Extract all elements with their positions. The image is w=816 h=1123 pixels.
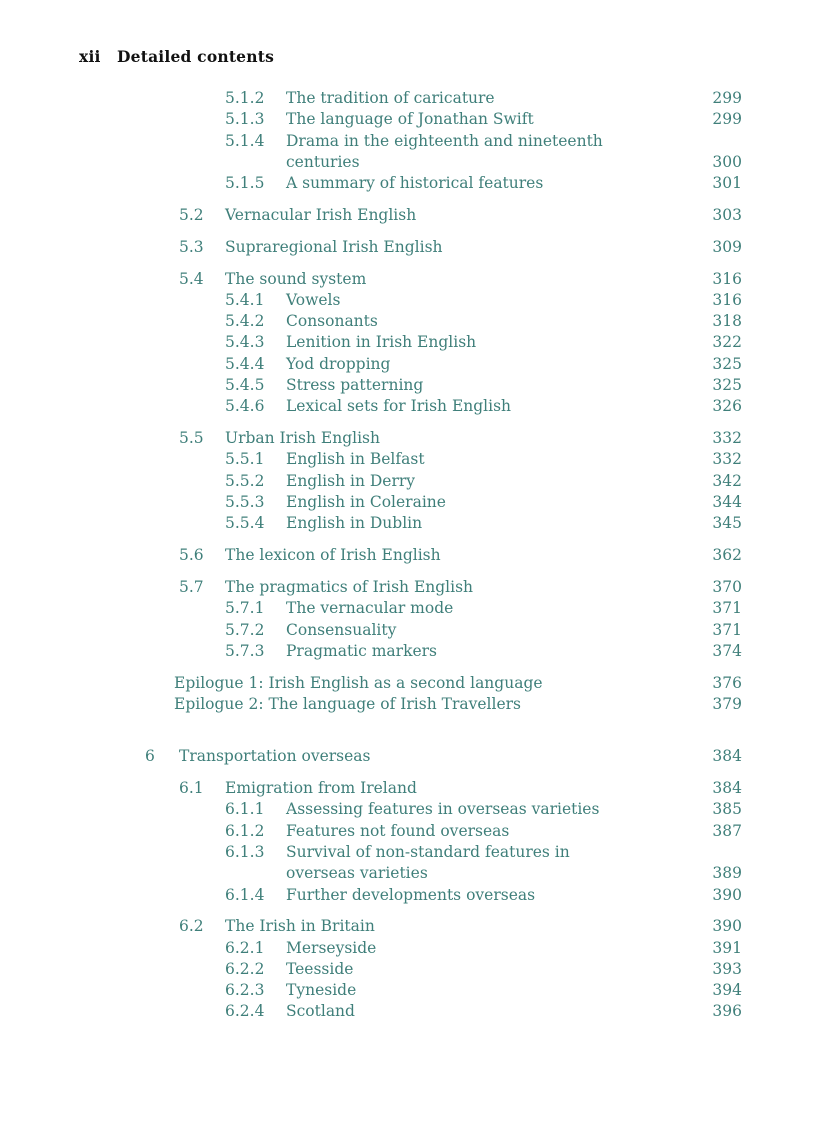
toc-entry-number: 5.3 (179, 237, 204, 256)
toc-entry-page: 396 (712, 1002, 742, 1021)
toc-entry-title: The language of Jonathan Swift (286, 110, 534, 129)
toc-entry (0, 641, 816, 662)
toc-entry-page: 325 (712, 376, 742, 395)
toc-entry-title: Further developments overseas (286, 885, 536, 904)
toc-entry (0, 428, 816, 449)
toc-entry-title: Teesside (286, 959, 354, 978)
toc-entry (0, 269, 816, 290)
toc-entry (0, 1001, 816, 1022)
toc-entry-title: English in Belfast (286, 450, 425, 469)
toc-entry (0, 673, 816, 694)
toc-entry-number: 5.4.6 (225, 397, 265, 416)
toc-entry-number: 6.2.2 (225, 959, 265, 978)
toc-entry (0, 694, 816, 715)
toc-entry-number: 5.6 (179, 546, 204, 565)
toc-entry (0, 492, 816, 513)
toc-entry-number: 5.7.2 (225, 620, 265, 639)
toc-entry-title: The tradition of caricature (286, 89, 495, 107)
toc-entry-number: 6.2 (179, 917, 204, 936)
toc-entry-number: 5.1.4 (225, 131, 265, 150)
toc-entry-page: 371 (712, 599, 742, 618)
toc-entry-page: 332 (712, 450, 742, 469)
toc-entry (0, 778, 816, 799)
toc-entry-page: 332 (712, 429, 742, 448)
toc-entry-page: 394 (712, 981, 742, 1000)
toc-entry-title: The pragmatics of Irish English (225, 577, 474, 596)
toc-entry-page: 301 (712, 174, 742, 193)
toc-entry-title: centuries (286, 152, 360, 171)
toc-entry (0, 842, 816, 863)
toc-entry (0, 290, 816, 311)
toc-entry-number: 5.4.3 (225, 333, 265, 352)
toc-entry-title: Urban Irish English (225, 429, 380, 448)
toc-entry-title: Pragmatic markers (286, 641, 438, 660)
toc-entry-page: 316 (712, 290, 742, 309)
toc-entry (0, 375, 816, 396)
toc-entry (0, 916, 816, 937)
toc-entry-title: overseas varieties (286, 864, 428, 883)
toc-entry-page: 371 (712, 620, 742, 639)
toc-entry-title: Consensuality (286, 620, 397, 639)
toc-entry (0, 577, 816, 598)
toc-entry-title: English in Dublin (286, 514, 423, 533)
toc-entry-number: 5.7.3 (225, 641, 265, 660)
toc-entry-title: Merseyside (286, 938, 377, 957)
toc-entry-title: Tyneside (286, 981, 357, 1000)
toc-entry-page: 391 (712, 938, 742, 957)
toc-entry-page: 342 (712, 471, 742, 490)
toc-entry (0, 332, 816, 353)
toc-entry-title: Scotland (286, 1002, 355, 1021)
toc-entry-page: 300 (712, 152, 742, 171)
toc-entry-number: 6.1.3 (225, 842, 265, 861)
toc-entry (0, 799, 816, 820)
toc-entry-number: 5.1.3 (225, 110, 265, 129)
toc-entry-page: 303 (712, 205, 742, 224)
toc-entry-page: 309 (712, 237, 742, 256)
toc-entry-title: Supraregional Irish English (225, 237, 443, 256)
toc-entry (0, 396, 816, 417)
toc-entry-page: 325 (712, 354, 742, 373)
toc-entry-title: Lexical sets for Irish English (286, 397, 512, 416)
toc-entry-number: 5.7 (179, 577, 204, 596)
toc-entry-page: 385 (712, 800, 742, 819)
toc-entry (0, 311, 816, 332)
toc-entry (0, 885, 816, 906)
toc-entry-page: 379 (712, 694, 742, 713)
toc-entry-number: 6.1.1 (225, 800, 265, 819)
toc-entry-page: 390 (712, 885, 742, 904)
toc-entry-number: 5.5.4 (225, 514, 265, 533)
toc-entry-number: 6.1.2 (225, 821, 265, 840)
toc-entry (0, 620, 816, 641)
toc-entry-number: 5.5.3 (225, 493, 265, 512)
table-of-contents (0, 88, 816, 1023)
toc-entry (0, 88, 816, 109)
toc-entry-title: Features not found overseas (286, 821, 510, 840)
toc-entry-number: 5.4.1 (225, 290, 265, 309)
toc-entry-number: 6.2.3 (225, 981, 265, 1000)
page-folio: xii (79, 47, 101, 66)
toc-entry-title: Assessing features in overseas varieties (286, 800, 600, 819)
toc-entry-page: 362 (712, 546, 742, 565)
toc-entry-title: English in Derry (286, 471, 416, 490)
toc-entry-title: Epilogue 1: Irish English as a second language (174, 673, 543, 692)
toc-entry (0, 545, 816, 566)
toc-entry-title: Stress patterning (286, 376, 424, 395)
toc-entry (0, 821, 816, 842)
toc-entry-number: 5.1.5 (225, 174, 265, 193)
toc-entry-page: 390 (712, 917, 742, 936)
toc-entry-title: Consonants (286, 312, 378, 331)
toc-entry (0, 598, 816, 619)
toc-entry-page: 384 (712, 779, 742, 798)
toc-entry-number: 5.4.2 (225, 312, 265, 331)
toc-entry-title: Vowels (286, 290, 341, 309)
toc-entry-page: 345 (712, 514, 742, 533)
toc-entry (0, 959, 816, 980)
toc-entry-title: The vernacular mode (286, 599, 454, 618)
toc-entry (0, 449, 816, 470)
toc-entry-page: 316 (712, 269, 742, 288)
toc-entry (0, 938, 816, 959)
running-head-title: Detailed contents (117, 47, 274, 66)
toc-entry (0, 746, 816, 767)
toc-entry-number: 6.1.4 (225, 885, 265, 904)
toc-entry (0, 152, 816, 173)
toc-entry (0, 471, 816, 492)
toc-entry-page: 387 (712, 821, 742, 840)
toc-entry-number: 5.5.2 (225, 471, 265, 490)
toc-entry-title: English in Coleraine (286, 493, 446, 512)
toc-entry-page: 318 (712, 312, 742, 331)
toc-entry (0, 354, 816, 375)
toc-entry-title: The lexicon of Irish English (225, 546, 441, 565)
toc-entry-page: 299 (712, 110, 742, 129)
toc-entry-title: Emigration from Ireland (225, 779, 417, 798)
toc-entry-page: 370 (712, 577, 742, 596)
toc-entry (0, 237, 816, 258)
toc-entry-title: Drama in the eighteenth and nineteenth (286, 131, 603, 150)
toc-entry-title: Lenition in Irish English (286, 333, 477, 352)
toc-entry-page: 389 (712, 864, 742, 883)
toc-entry-page: 384 (712, 747, 742, 766)
toc-entry-title: Survival of non-standard features in (286, 842, 570, 861)
toc-entry-number: 5.4.5 (225, 376, 265, 395)
toc-entry-page: 376 (712, 673, 742, 692)
toc-entry-title: Transportation overseas (179, 747, 371, 766)
toc-entry-title: A summary of historical features (286, 174, 544, 193)
toc-entry-number: 5.1.2 (225, 89, 265, 107)
toc-entry-number: 5.4 (179, 269, 204, 288)
toc-entry-number: 5.4.4 (225, 354, 265, 373)
toc-entry-number: 6 (145, 747, 155, 766)
toc-entry (0, 513, 816, 534)
toc-entry-title: The sound system (225, 269, 367, 288)
toc-entry-number: 5.5 (179, 429, 204, 448)
toc-entry (0, 980, 816, 1001)
toc-entry-page: 326 (712, 397, 742, 416)
toc-entry-title: The Irish in Britain (225, 917, 375, 936)
toc-entry-number: 6.1 (179, 779, 204, 798)
toc-entry (0, 131, 816, 152)
toc-entry (0, 109, 816, 130)
toc-entry-title: Vernacular Irish English (225, 205, 417, 224)
toc-entry-page: 393 (712, 959, 742, 978)
toc-entry-page: 374 (712, 641, 742, 660)
toc-entry-number: 5.5.1 (225, 450, 265, 469)
toc-entry-title: Epilogue 2: The language of Irish Travellers (174, 694, 521, 713)
toc-entry-number: 6.2.4 (225, 1002, 265, 1021)
toc-entry (0, 205, 816, 226)
toc-entry (0, 863, 816, 884)
toc-entry-number: 5.2 (179, 205, 204, 224)
toc-entry-page: 299 (712, 89, 742, 107)
toc-entry-title: Yod dropping (286, 354, 391, 373)
toc-entry-page: 344 (712, 493, 742, 512)
toc-entry-number: 6.2.1 (225, 938, 265, 957)
running-head (79, 47, 274, 66)
toc-entry-number: 5.7.1 (225, 599, 265, 618)
toc-entry (0, 173, 816, 194)
toc-entry-page: 322 (712, 333, 742, 352)
